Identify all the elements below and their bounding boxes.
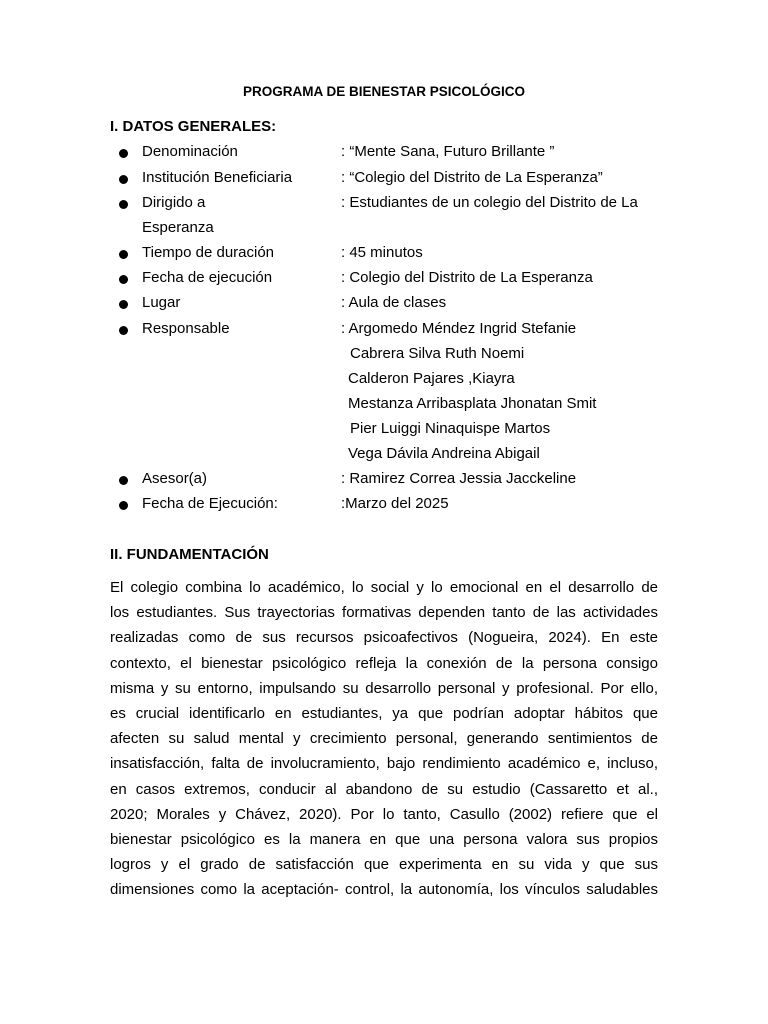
fundamentacion-paragraph — [110, 575, 658, 903]
item-label: Dirigido a — [142, 194, 206, 211]
section-heading-datos-generales: I. DATOS GENERALES: — [110, 118, 277, 135]
item-label: Denominación — [142, 143, 238, 160]
bullet-icon — [119, 250, 128, 259]
item-continuation: Esperanza — [142, 219, 214, 236]
paragraph-line: dimensiones como la aceptación- control, la autonomía, los vínculos saludables — [110, 881, 658, 899]
paragraph-line: es crucial identificarlo en estudiantes, ya que podrían adoptar hábitos que — [110, 705, 658, 723]
item-value: :Marzo del 2025 — [341, 495, 449, 512]
document-title: PROGRAMA DE BIENESTAR PSICOLÓGICO — [242, 84, 526, 99]
list-item-institucion — [110, 169, 670, 191]
item-value: : 45 minutos — [341, 244, 423, 261]
paragraph-line: afecten su salud mental y crecimiento personal, generando sentimientos de — [110, 730, 658, 748]
paragraph-line: El colegio combina lo académico, lo social y lo emocional en el desarrollo de — [110, 579, 658, 596]
list-item-denominacion — [110, 143, 670, 165]
item-value: : “Colegio del Distrito de La Esperanza” — [341, 169, 603, 186]
bullet-icon — [119, 476, 128, 485]
paragraph-line: realizadas como de sus recursos psicoafectivos (Nogueira, 2024). En este — [110, 629, 658, 647]
list-item-dirigido-a — [110, 194, 670, 216]
list-item-fecha-ejecucion — [110, 269, 670, 291]
bullet-icon — [119, 200, 128, 209]
bullet-icon — [119, 501, 128, 510]
item-label: Fecha de Ejecución: — [142, 495, 278, 512]
item-label: Institución Beneficiaria — [142, 169, 293, 186]
paragraph-line: los estudiantes. Sus trayectorias formativas dependen tanto de las actividades — [110, 604, 658, 622]
item-label: Fecha de ejecución — [142, 269, 273, 286]
list-item-fecha-de-ejecucion — [110, 495, 670, 517]
item-value: : Colegio del Distrito de La Esperanza — [341, 269, 593, 286]
paragraph-line: 2020; Morales y Chávez, 2020). Por lo tanto, Casullo (2002) refiere que el — [110, 805, 658, 823]
item-label: Responsable — [142, 320, 230, 337]
responsable-name: Vega Dávila Andreina Abigail — [348, 445, 540, 462]
item-label: Lugar — [142, 294, 181, 311]
responsable-name: Pier Luiggi Ninaquispe Martos — [350, 420, 551, 437]
list-item-asesor — [110, 470, 670, 492]
bullet-icon — [119, 149, 128, 158]
responsable-name: Cabrera Silva Ruth Noemi — [350, 345, 525, 362]
item-value: : Estudiantes de un colegio del Distrito de La — [341, 194, 638, 211]
list-item-lugar — [110, 294, 670, 316]
section-heading-fundamentacion: II. FUNDAMENTACIÓN — [110, 546, 269, 563]
bullet-icon — [119, 275, 128, 284]
bullet-icon — [119, 326, 128, 335]
paragraph-line: insatisfacción, falta de involucramiento, bajo rendimiento académico e, incluso, — [110, 755, 658, 773]
item-value: : Aula de clases — [341, 294, 447, 311]
responsable-name: Mestanza Arribasplata Jhonatan Smit — [348, 395, 597, 412]
bullet-icon — [119, 300, 128, 309]
item-value: : “Mente Sana, Futuro Brillante ” — [341, 143, 555, 160]
paragraph-line: contexto, el bienestar psicológico refleja la conexión de la persona consigo — [110, 654, 658, 672]
paragraph-line: en casos extremos, conducir al abandono de su estudio (Cassaretto et al., — [110, 780, 658, 798]
item-label: Asesor(a) — [142, 470, 208, 487]
bullet-icon — [119, 175, 128, 184]
paragraph-line: logros y el grado de satisfacción que experimenta en su vida y que sus — [110, 856, 658, 874]
list-item-tiempo — [110, 244, 670, 266]
item-value: : Ramirez Correa Jessia Jacckeline — [341, 470, 577, 487]
item-label: Tiempo de duración — [142, 244, 275, 261]
paragraph-line: bienestar psicológico es la manera en que una persona valora sus propios — [110, 831, 658, 849]
paragraph-line: misma y su entorno, impulsando su desarrollo personal y profesional. Por ello, — [110, 679, 658, 697]
responsable-name: Calderon Pajares ,Kiayra — [348, 370, 515, 387]
item-value: : Argomedo Méndez Ingrid Stefanie — [341, 320, 577, 337]
list-item-responsable — [110, 320, 670, 342]
